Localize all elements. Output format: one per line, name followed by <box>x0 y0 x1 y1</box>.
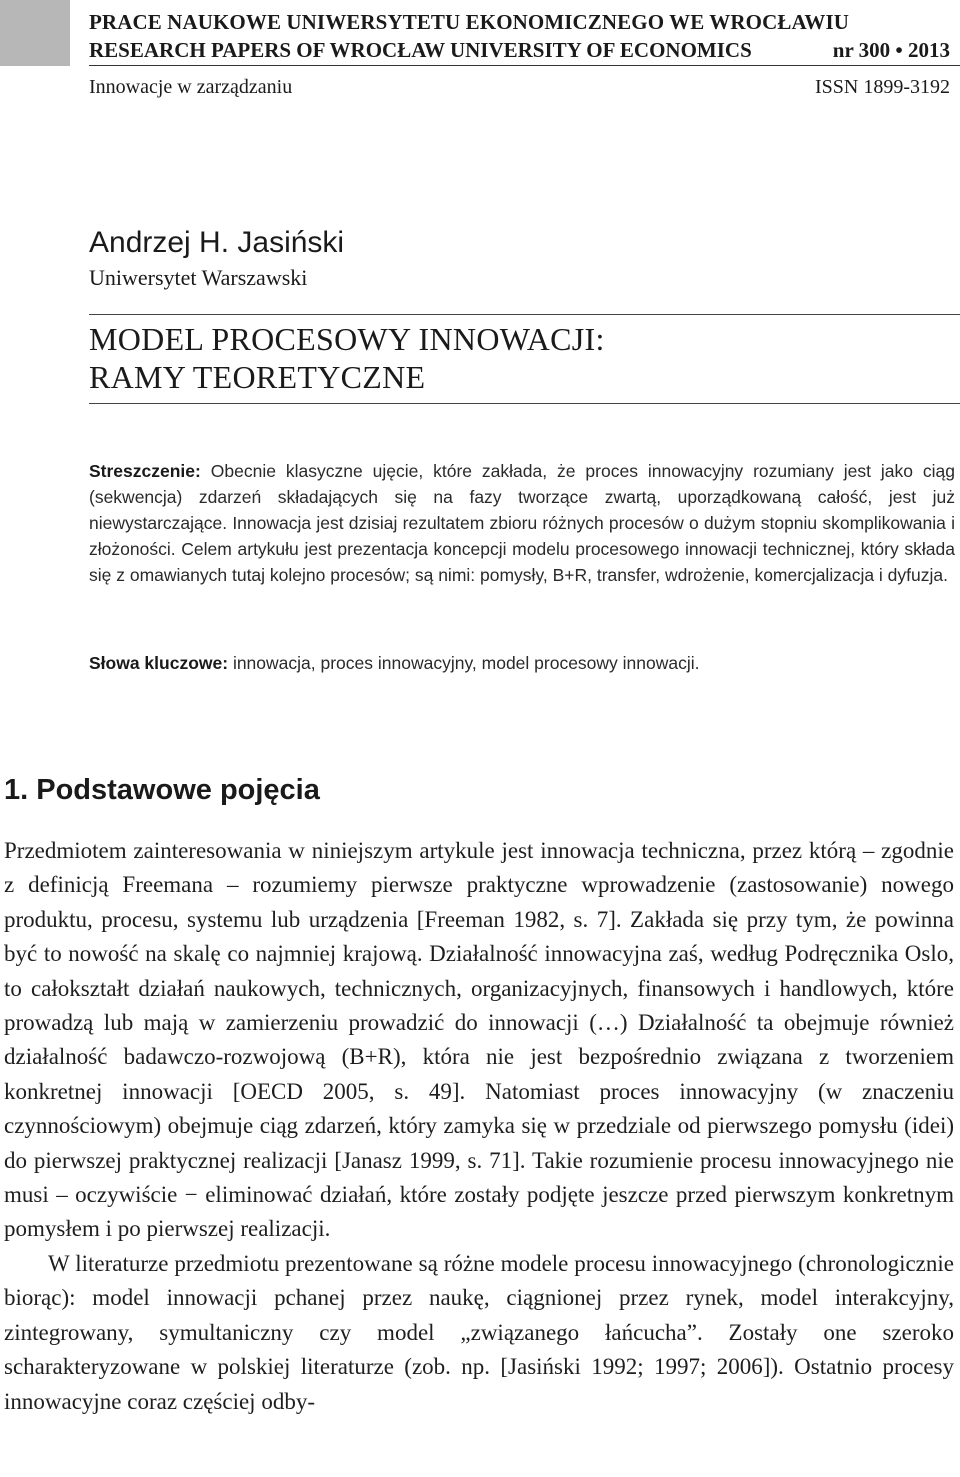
series-title-pl: PRACE NAUKOWE UNIWERSYTETU EKONOMICZNEGO WE WROCŁAWIU <box>89 10 850 34</box>
issue-number: nr 300 • 2013 <box>832 38 950 62</box>
body-paragraph-2: W literaturze przedmiotu prezentowane są różne modele procesu innowacyjnego (chronologicznie biorąc): model innowacji pchanej przez naukę, ciągnionej przez rynek, model interakcyjny, zintegrowany, symultaniczny czy model „związanego łańcucha”. Zostały one szeroko scharakteryzowane w polskiej literaturze (zob. np. [Jasiński 1992; 1997; 2006]). Ostatnio procesy innowacyjne coraz częściej odby- <box>4 1250 954 1414</box>
volume-title: Innowacje w zarządzaniu <box>89 76 293 98</box>
section-heading: 1. Podstawowe pojęcia <box>4 774 320 806</box>
keywords-label: Słowa kluczowe: <box>89 653 229 673</box>
body-paragraph-1: Przedmiotem zainteresowania w niniejszym artykule jest innowacja techniczna, przez którą – zgodnie z definicją Freemana – rozumiemy pierwsze praktyczne wprowadzenie (zastosowanie) nowego produktu, procesu, systemu lub urządzenia [Freeman 1982, s. 7]. Zakłada się przy tym, że powinna być to nowość na skalę co najmniej krajową. Działalność innowacyjna zaś, według Podręcznika Oslo, to całokształt działań naukowych, technicznych, organizacyjnych, finansowych i handlowych, które prowadzą lub mają w zamierzeniu prowadzić do innowacji (…) Działalność ta obejmuje również działalność badawczo-rozwojową (B+R), która nie jest bezpośrednio związana z tworzeniem konkretnej innowacji [OECD 2005, s. 49]. Natomiast proces innowacyjny (w znaczeniu czynnościowym) obejmuje ciąg zdarzeń, który zamyka się w przedziale od pierwszego pomysłu (idei) do pierwszej praktycznej realizacji [Janasz 1999, s. 71]. Takie rozumienie procesu innowacyjnego nie musi – oczywiście − eliminować działań, które zostały podjęte jeszcze przed pierwszym konkretnym pomysłem i po pierwszej realizacji. <box>4 838 954 1242</box>
series-title-en-row <box>89 38 950 63</box>
title-rule-bottom <box>89 403 960 404</box>
header-gray-block <box>0 0 70 66</box>
abstract <box>89 458 955 588</box>
keywords-text: innowacja, proces innowacyjny, model procesowy innowacji. <box>232 653 700 673</box>
article-title-line-1: MODEL PROCESOWY INNOWACJI: <box>89 321 605 357</box>
abstract-text: Obecnie klasyczne ujęcie, które zakłada, że proces innowacyjny rozumiany jest jako ciąg (sekwencja) zdarzeń składających się na fazy tworzące zwartą, uporządkowaną całość, jest już niewystarczające. Innowacja jest dzisiaj rezultatem zbioru różnych procesów o dużym stopniu skomplikowania i złożoności. Celem artykułu jest prezentacja koncepcji modelu procesowego innowacji technicznej, który składa się z omawianych tutaj kolejno procesów; są nimi: pomysły, B+R, transfer, wdrożenie, komercjalizacja i dyfuzja. <box>89 461 955 585</box>
article-title-line-2: RAMY TEORETYCZNE <box>89 359 426 395</box>
header-rule <box>89 65 960 66</box>
series-title-en: RESEARCH PAPERS OF WROCŁAW UNIVERSITY OF ECONOMICS <box>89 38 752 62</box>
author-affiliation: Uniwersytet Warszawski <box>89 265 308 290</box>
section-body <box>4 834 954 1419</box>
title-rule-top <box>89 314 960 315</box>
issn: ISSN 1899-3192 <box>814 76 950 98</box>
article-title <box>89 320 605 396</box>
keywords <box>89 650 955 676</box>
author-name: Andrzej H. Jasiński <box>89 226 345 259</box>
abstract-label: Streszczenie: <box>89 461 201 481</box>
volume-row <box>89 76 950 99</box>
